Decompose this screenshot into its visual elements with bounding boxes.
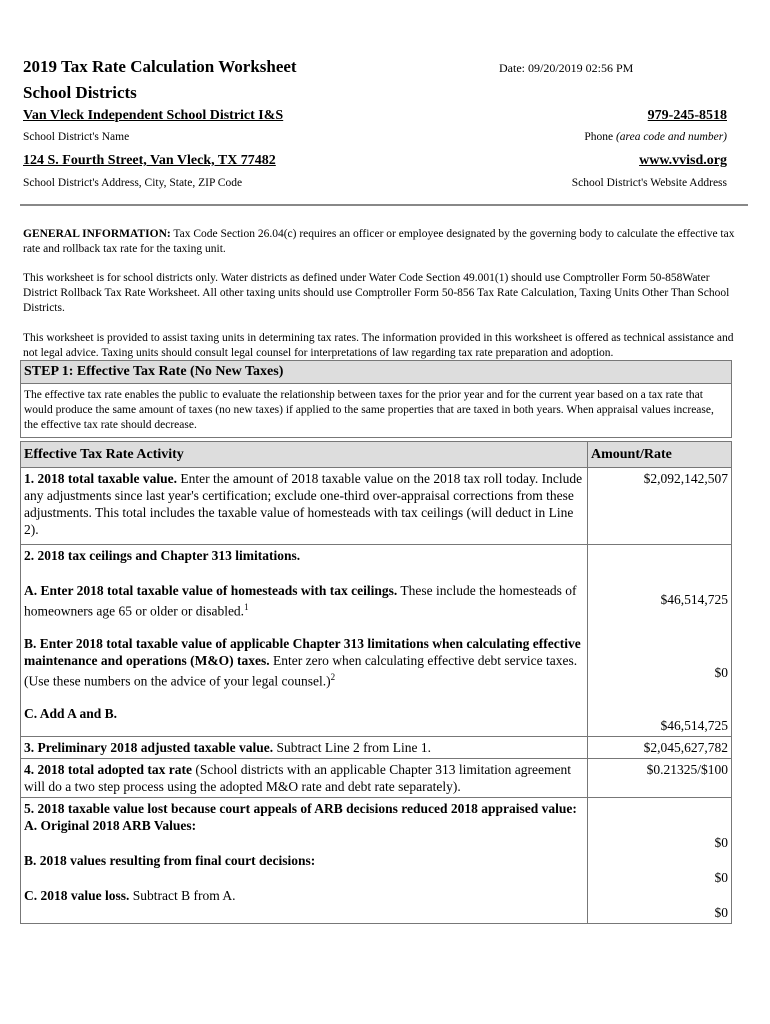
general-info-text: Tax Code Section 26.04(c) requires an officer or employee designated by the governing body to calculate the effective tax rate and rollback tax rate for the taxing unit. (23, 228, 735, 255)
line2a-title: A. Enter 2018 total taxable value of homesteads with tax ceilings. (24, 583, 398, 598)
table-row-line3 (21, 737, 732, 759)
line5c-title: C. 2018 value loss. (24, 888, 130, 903)
line4-title: 4. 2018 total adopted tax rate (24, 762, 192, 777)
line2-amounts (588, 545, 732, 737)
district-address: 124 S. Fourth Street, Van Vleck, TX 77482 (23, 153, 276, 168)
line3-text: Subtract Line 2 from Line 1. (273, 740, 431, 755)
line1-title: 1. 2018 total taxable value. (24, 471, 177, 486)
step1-box (20, 360, 732, 438)
line5c-text: Subtract B from A. (129, 888, 236, 903)
line2-desc (21, 545, 588, 737)
line2b-footnote: 2 (330, 671, 336, 682)
line2a-footnote: 1 (244, 602, 249, 612)
col-amount-header: Amount/Rate (588, 442, 732, 468)
line5a-amount: $0 (714, 835, 728, 850)
line5a-title: A. Original 2018 ARB Values: (24, 818, 197, 833)
phone-label-note: (area code and number) (615, 131, 727, 143)
line5c-amount: $0 (714, 905, 728, 920)
info-paragraph-2: This worksheet is for school districts only. Water districts as defined under Water Code Section 49.001(1) should use Comptroller Form 50-858Water District Rollback Tax Rate Worksheet. All other taxing units should use Comptroller Form 50-856 Tax Rate Calculation, Taxing Units Other Than School Districts. (23, 272, 730, 314)
effective-tax-rate-table (20, 441, 732, 924)
line4-text: (School districts with an applicable Chapter 313 limitation agreement will do a two step process using the adopted M&O rate and debt rate separately). (24, 762, 572, 794)
worksheet-title: 2019 Tax Rate Calculation Worksheet (23, 57, 297, 76)
line5b-title: B. 2018 values resulting from final court decisions: (24, 853, 316, 868)
line5-desc (21, 798, 588, 924)
district-name-label: School District's Name (23, 131, 130, 143)
line2c-title: C. Add A and B. (24, 706, 118, 721)
line2a-text: These include the homesteads of homeowners age 65 or older or disabled. (24, 583, 577, 619)
line2b-title: B. Enter 2018 total taxable value of applicable Chapter 313 limitations when calculating effective maintenance and operations (M&O) taxes. (24, 635, 581, 668)
district-name: Van Vleck Independent School District I&S (23, 108, 284, 123)
line3-amount: $2,045,627,782 (588, 737, 732, 759)
worksheet-date: Date: 09/20/2019 02:56 PM (499, 61, 634, 75)
line2b-text: Enter zero when calculating effective debt service taxes. (Use these numbers on the advice of your legal counsel.) (24, 652, 578, 688)
table-row-line4 (21, 759, 732, 798)
table-header-row (21, 442, 732, 468)
phone-label-text: Phone (584, 131, 614, 143)
line2b-desc (24, 635, 584, 690)
general-information (23, 227, 745, 257)
line1-desc (21, 468, 588, 545)
district-website-label: School District's Website Address (571, 177, 727, 189)
district-phone-label (584, 131, 727, 143)
line5b-amount: $0 (714, 870, 728, 885)
line1-amount: $2,092,142,507 (588, 468, 732, 545)
district-address-label: School District's Address, City, State, ZIP Code (23, 177, 243, 189)
district-website[interactable]: www.vvisd.org (639, 153, 727, 168)
line3-desc (21, 737, 588, 759)
line2a-desc (24, 582, 584, 620)
header-divider (20, 204, 748, 206)
table-row-line1 (21, 468, 732, 545)
district-phone: 979-245-8518 (647, 108, 727, 123)
col-activity-header: Effective Tax Rate Activity (21, 442, 588, 468)
worksheet-subtitle: School Districts (23, 83, 137, 102)
line2b-amount: $0 (714, 665, 728, 680)
line4-desc (21, 759, 588, 798)
general-info-label: GENERAL INFORMATION: (23, 228, 171, 240)
info-paragraph-3: This worksheet is provided to assist taxing units in determining tax rates. The information provided in this worksheet is offered as technical assistance and not legal advice. Taxing units should consult legal counsel for interpretations of law regarding tax rate preparation and adoption. (23, 332, 734, 359)
line5c-desc (24, 887, 584, 904)
table-row-line2 (21, 545, 732, 737)
line1-text: Enter the amount of 2018 taxable value on the 2018 tax roll today. Include any adjustments since last year's certification; exclude one-third over-appraisal corrections from these adjustments. This total includes the taxable value of homesteads with tax ceilings (will deduct in Line 2). (24, 471, 583, 537)
line4-amount: $0.21325/$100 (588, 759, 732, 798)
line5-title: 5. 2018 taxable value lost because court appeals of ARB decisions reduced 2018 appraised value: (24, 801, 577, 816)
line2-title: 2. 2018 tax ceilings and Chapter 313 limitations. (24, 548, 301, 563)
line2a-amount: $46,514,725 (660, 592, 728, 607)
step1-description: The effective tax rate enables the public to evaluate the relationship between taxes for the prior year and for the current year based on a tax rate that would produce the same amount of taxes (no new taxes) if applied to the same properties that are taxed in both years. When appraisal values increase, the effective tax rate should decrease. (24, 389, 714, 431)
line2c-amount: $46,514,725 (660, 718, 728, 733)
table-row-line5 (21, 798, 732, 924)
step1-heading: STEP 1: Effective Tax Rate (No New Taxes) (21, 361, 731, 384)
line5-amounts (588, 798, 732, 924)
line3-title: 3. Preliminary 2018 adjusted taxable value. (24, 740, 274, 755)
